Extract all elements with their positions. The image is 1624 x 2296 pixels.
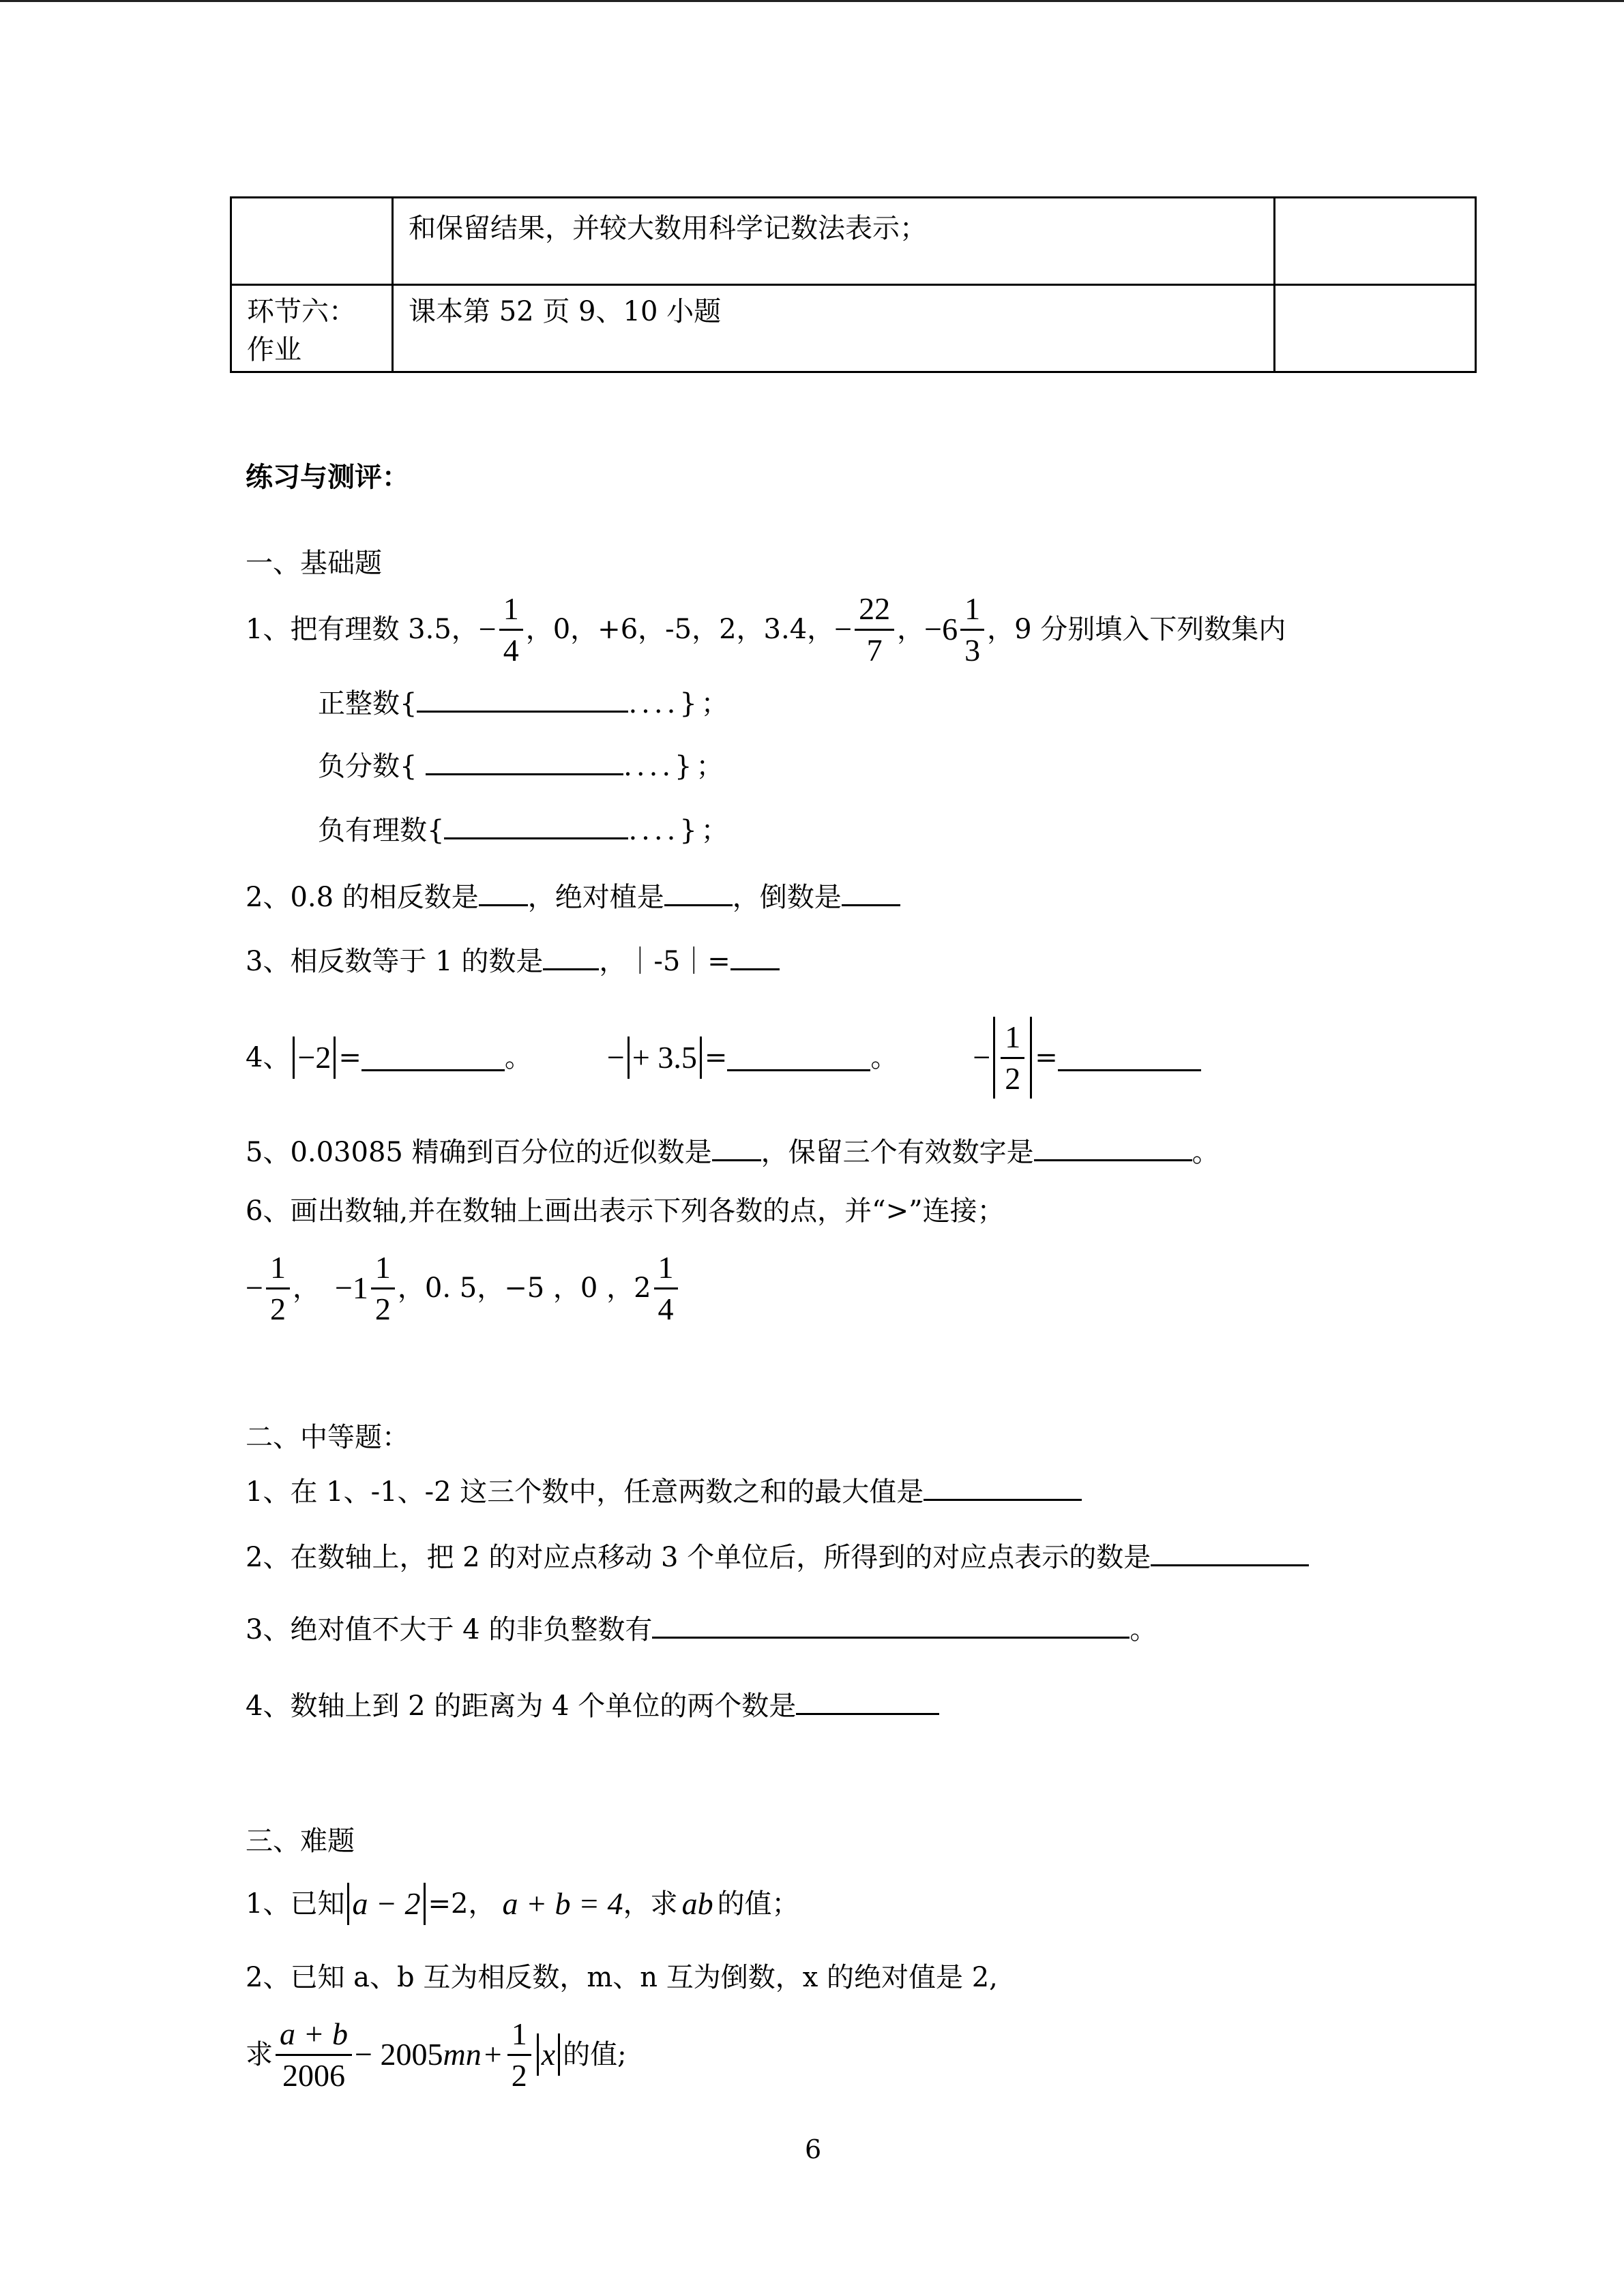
- table-cell: [231, 285, 393, 372]
- s1-q3: 3、相反数等于 1 的数是 ，｜-5｜=: [246, 944, 780, 978]
- answer-blank[interactable]: [796, 1688, 939, 1715]
- s2-q3: 3、绝对值不大于 4 的非负整数有 。: [246, 1612, 1157, 1646]
- answer-blank[interactable]: [417, 686, 628, 713]
- s1-q4: 4、 −2 = 。 − + 3.5 = 。 − $\frac{1}{2}$ =: [246, 1013, 1201, 1102]
- s3-q2-line1: 2、已知 a、b 互为相反数，m、n 互为倒数，x 的绝对值是 2,: [246, 1962, 998, 1993]
- row1-content: 和保留结果，并较大数用科学记数法表示；: [409, 213, 927, 244]
- section1-title: 一、基础题: [246, 548, 382, 579]
- answer-blank[interactable]: [479, 880, 528, 906]
- s1-q5: 5、0.03085 精确到百分位的近似数是 ，保留三个有效数字是 。: [246, 1135, 1220, 1169]
- s2-q4: 4、数轴上到 2 的距离为 4 个单位的两个数是: [246, 1688, 939, 1723]
- table-row: [231, 198, 1476, 285]
- set-negative-rationals: 负有理数{ ....}；: [318, 813, 733, 847]
- answer-blank[interactable]: [730, 944, 780, 970]
- fraction: $\frac{1}{3}$: [960, 589, 984, 670]
- fraction: $\frac{1}{4}$: [499, 589, 523, 670]
- answer-blank[interactable]: [727, 1045, 870, 1071]
- s3-q2-expression: 求 $\frac{a + b}{2006}$ − 2005 mn + $\frac{1}{2}$ x 的值;: [246, 2010, 627, 2099]
- s1-q2: 2、0.8 的相反数是 ，绝对植是 ，倒数是: [246, 880, 900, 914]
- table-cell: [1275, 198, 1476, 285]
- s1-q6: 6、画出数轴,并在数轴上画出表示下列各数的点，并“>”连接；: [246, 1195, 1005, 1227]
- answer-blank[interactable]: [924, 1474, 1082, 1501]
- answer-blank[interactable]: [426, 749, 623, 775]
- top-border-line: [0, 0, 1624, 2]
- fraction: $\frac{1}{2}$: [266, 1248, 290, 1329]
- answer-blank[interactable]: [652, 1612, 1130, 1639]
- fraction: $\frac{1}{2}$: [371, 1248, 395, 1329]
- answer-blank[interactable]: [712, 1135, 761, 1161]
- answer-blank[interactable]: [543, 944, 599, 970]
- fraction: $\frac{1}{2}$: [507, 2014, 531, 2096]
- answer-blank[interactable]: [664, 880, 733, 906]
- section2-title: 二、中等题：: [246, 1422, 409, 1453]
- answer-blank[interactable]: [1058, 1045, 1201, 1071]
- exercise-heading: 练习与测评：: [246, 461, 409, 493]
- step-label: 环节六：: [247, 296, 356, 327]
- table-row: [231, 285, 1476, 372]
- page-number: 6: [805, 2134, 822, 2164]
- homework-content: 课本第 52 页 9、10 小题: [409, 296, 722, 327]
- set-positive-integers: 正整数{ ....}；: [318, 686, 733, 720]
- answer-blank[interactable]: [1151, 1540, 1309, 1566]
- fraction: $\frac{1}{4}$: [654, 1248, 678, 1329]
- answer-blank[interactable]: [1034, 1135, 1192, 1161]
- fraction: $\frac{a + b}{2006}$: [276, 2014, 352, 2096]
- table-cell: [231, 198, 393, 285]
- fraction: $\frac{1}{2}$: [1001, 1017, 1024, 1099]
- s3-q1: 1、已知 a − 2 =2， a + b = 4 ，求 ab 的值；: [246, 1877, 799, 1931]
- answer-blank[interactable]: [444, 813, 628, 839]
- table-cell: [393, 198, 1275, 285]
- s2-q1: 1、在 1、-1、-2 这三个数中，任意两数之和的最大值是: [246, 1474, 1082, 1508]
- table-cell: [393, 285, 1275, 372]
- answer-blank[interactable]: [842, 880, 900, 906]
- s1-q6-numbers: − $\frac{1}{2}$ ， −1 $\frac{1}{2}$ ，0. 5，−5 ，0 ，2 $\frac{1}{4}$: [246, 1244, 681, 1332]
- table-cell: [1275, 285, 1476, 372]
- s2-q2: 2、在数轴上，把 2 的对应点移动 3 个单位后，所得到的对应点表示的数是: [246, 1540, 1309, 1574]
- set-negative-fractions: 负分数{ ....}；: [318, 749, 727, 783]
- s1-q1: 1、把有理数 3.5， − $\frac{1}{4}$ ，0，+6，-5，2，3.4， − $\frac{22}{7}$ ， −6 $\frac{1}{3}$ ，9 分别填入下列数集内: [246, 585, 1286, 674]
- step-name: 作业: [247, 334, 301, 366]
- answer-blank[interactable]: [361, 1045, 505, 1071]
- fraction: $\frac{22}{7}$: [855, 589, 894, 670]
- section3-title: 三、难题: [246, 1825, 355, 1857]
- lesson-table: [230, 196, 1477, 373]
